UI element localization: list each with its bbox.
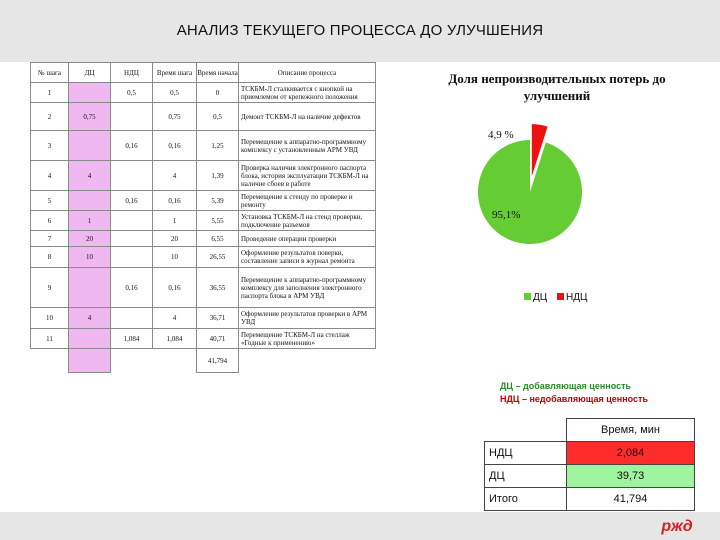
step-description: Перемещение к стенду по проверке и ремонту xyxy=(239,191,376,211)
step-start: 40,71 xyxy=(197,329,239,349)
step-number: 3 xyxy=(31,131,69,161)
step-number: 9 xyxy=(31,268,69,308)
legend-label-ndc: НДЦ xyxy=(566,292,588,303)
data-label-dc: 95,1% xyxy=(492,209,521,221)
step-start: 36,55 xyxy=(197,268,239,308)
step-start: 1,39 xyxy=(197,161,239,191)
chart-title: Доля непроизводительных потерь до улучшений xyxy=(448,71,666,103)
step-dc: 1 xyxy=(69,211,111,231)
step-start: 6,55 xyxy=(197,231,239,247)
step-time: 0,16 xyxy=(153,191,197,211)
rzd-logo-icon xyxy=(652,514,702,536)
summary-label: ДЦ xyxy=(485,465,567,488)
summary-value: 2,084 xyxy=(567,442,695,465)
step-dc: 4 xyxy=(69,161,111,191)
svg-text:ржд: ржд xyxy=(661,518,693,535)
step-time: 1,084 xyxy=(153,329,197,349)
step-number: 4 xyxy=(31,161,69,191)
step-start: 5,55 xyxy=(197,211,239,231)
step-description: ТСКБМ-Л сталкивается с кнопкой на приемлемом от крепежного положения xyxy=(239,83,376,103)
summary-label: Итого xyxy=(485,488,567,511)
step-start: 5,39 xyxy=(197,191,239,211)
legend-swatch-ndc xyxy=(557,293,564,300)
step-description: Перемещение ТСКБМ-Л на стеллаж «Годные к применению» xyxy=(239,329,376,349)
step-ndc: 0,16 xyxy=(111,191,153,211)
step-ndc: 1,084 xyxy=(111,329,153,349)
empty-cell xyxy=(485,419,567,442)
summary-header: Время, мин xyxy=(567,419,695,442)
step-description: Перемещение к аппаратно-программному комплексу для заполнения электронного паспорта блока в АРМ УВД xyxy=(239,268,376,308)
step-time: 20 xyxy=(153,231,197,247)
summary-table xyxy=(484,418,695,511)
header-ndc: НДЦ xyxy=(111,63,153,83)
page-title: АНАЛИЗ ТЕКУЩЕГО ПРОЦЕССА ДО УЛУЧШЕНИЯ xyxy=(176,22,544,39)
step-number: 8 xyxy=(31,247,69,268)
header-step-number: № шага xyxy=(31,63,69,83)
data-label-ndc: 4,9 % xyxy=(488,129,514,141)
step-ndc: 0,5 xyxy=(111,83,153,103)
step-number: 2 xyxy=(31,103,69,131)
header-step-time: Время шага xyxy=(153,63,197,83)
step-start: 1,25 xyxy=(197,131,239,161)
step-time: 0,16 xyxy=(153,131,197,161)
step-start: 26,55 xyxy=(197,247,239,268)
step-time: 0,75 xyxy=(153,103,197,131)
step-dc: 4 xyxy=(69,308,111,329)
legend-note xyxy=(500,380,648,406)
step-start: 36,71 xyxy=(197,308,239,329)
step-dc: 20 xyxy=(69,231,111,247)
step-time: 4 xyxy=(153,161,197,191)
table-row xyxy=(485,465,695,488)
header-dc: ДЦ xyxy=(69,63,111,83)
step-time: 0,16 xyxy=(153,268,197,308)
step-description: Проведение операции проверки xyxy=(239,231,376,247)
header-start-time: Время начала xyxy=(197,63,239,83)
step-ndc: 0,16 xyxy=(111,131,153,161)
step-start: 0,5 xyxy=(197,103,239,131)
note-dc: ДЦ – добавляющая ценность xyxy=(500,381,632,391)
step-description: Установка ТСКБМ-Л на стенд проверки, подключение разъемов xyxy=(239,211,376,231)
summary-value: 41,794 xyxy=(567,488,695,511)
step-start: 0 xyxy=(197,83,239,103)
legend-swatch-dc xyxy=(524,293,531,300)
table-row xyxy=(485,488,695,511)
step-dc: 0,75 xyxy=(69,103,111,131)
note-ndc: НДЦ – недобавляющая ценность xyxy=(500,394,648,404)
step-ndc: 0,16 xyxy=(111,268,153,308)
step-description: Демонт ТСКБМ-Л на наличие дефектов xyxy=(239,103,376,131)
step-number: 10 xyxy=(31,308,69,329)
pie-slice-dc xyxy=(478,140,582,244)
footer-band xyxy=(0,512,720,540)
step-number: 11 xyxy=(31,329,69,349)
step-description: Оформление результатов проверки в АРМ УВД xyxy=(239,308,376,329)
step-number: 5 xyxy=(31,191,69,211)
total-start-time: 41,794 xyxy=(197,349,239,373)
step-number: 7 xyxy=(31,231,69,247)
step-description: Перемещение к аппаратно-программному комплексу с установленным АРМ УВД xyxy=(239,131,376,161)
step-description: Оформление результатов поверки, составление записи в журнал ремонта xyxy=(239,247,376,268)
table-row xyxy=(485,442,695,465)
step-description: Проверка наличия электронного паспорта блока, история эксплуатации ТСКБМ-Л на наличие сбоев в работе xyxy=(239,161,376,191)
step-time: 0,5 xyxy=(153,83,197,103)
step-time: 10 xyxy=(153,247,197,268)
step-number: 6 xyxy=(31,211,69,231)
step-number: 1 xyxy=(31,83,69,103)
summary-value: 39,73 xyxy=(567,465,695,488)
summary-label: НДЦ xyxy=(485,442,567,465)
step-time: 4 xyxy=(153,308,197,329)
step-dc: 10 xyxy=(69,247,111,268)
legend-label-dc: ДЦ xyxy=(533,292,548,303)
header-description: Описание процесса xyxy=(239,63,376,83)
step-time: 1 xyxy=(153,211,197,231)
